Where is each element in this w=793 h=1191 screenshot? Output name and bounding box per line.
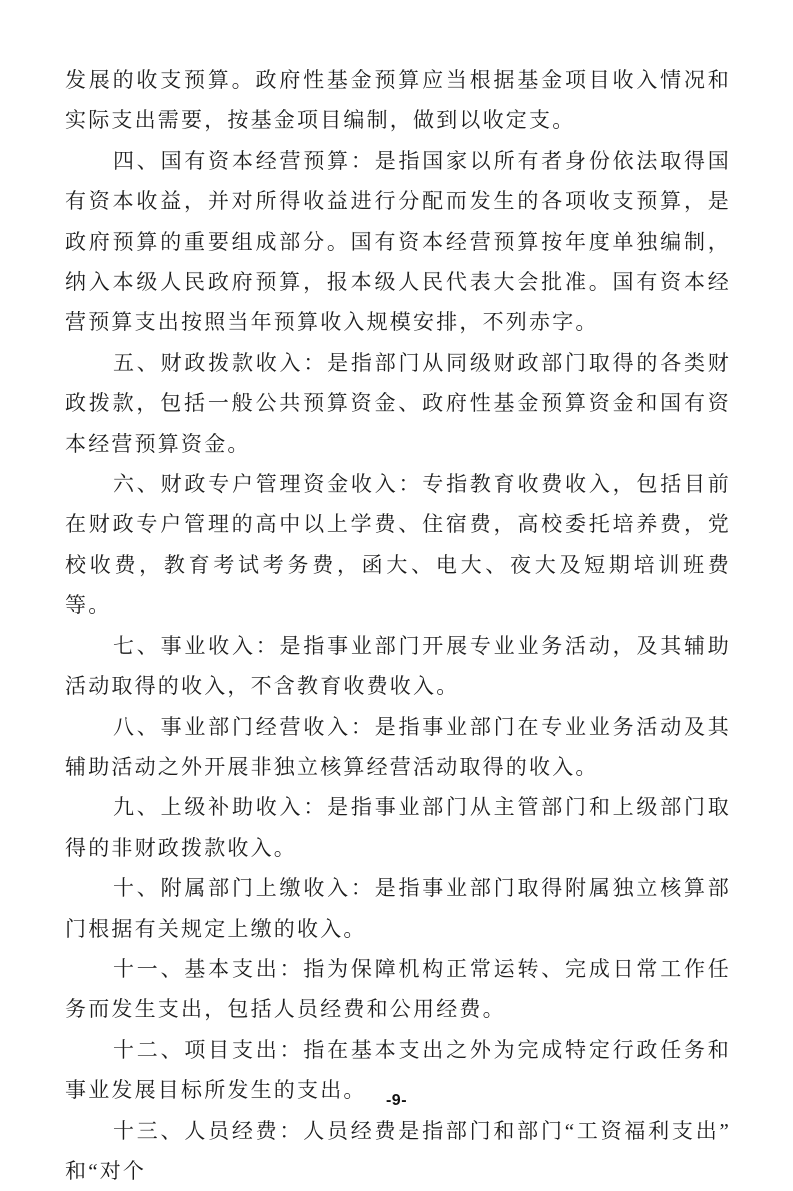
page-number: -9- [385,1092,408,1109]
paragraph-item-10: 十、附属部门上缴收入：是指事业部门取得附属独立核算部门根据有关规定上缴的收入。 [65,876,731,941]
paragraph-item-6: 六、财政专户管理资金收入：专指教育收费收入，包括目前在财政专户管理的高中以上学费、住宿费，高校委托培养费，党校收费，教育考试考务费，函大、电大、夜大及短期培训班费等。 [65,472,731,618]
paragraph-item-8: 八、事业部门经营收入：是指事业部门在专业业务活动及其辅助活动之外开展非独立核算经营活动取得的收入。 [65,714,731,779]
paragraph-item-11: 十一、基本支出：指为保障机构正常运转、完成日常工作任务而发生支出，包括人员经费和公用经费。 [65,956,731,1022]
paragraph-item-13: 十三、人员经费：人员经费是指部门和部门“工资福利支出”和“对个 [65,1118,731,1183]
paragraph-item-12: 十二、项目支出：指在基本支出之外为完成特定行政任务和事业发展目标所发生的支出。 [65,1037,731,1103]
page-footer [0,1092,793,1110]
paragraph-item-4: 四、国有资本经营预算：是指国家以所有者身份依法取得国有资本收益，并对所得收益进行分配而发生的各项收支预算，是政府预算的重要组成部分。国有资本经营预算按年度单独编制，纳入本级人民政府预算，报本级人民代表大会批准。国有资本经营预算支出按照当年预算收入规模安排，不列赤字。 [65,148,731,335]
paragraph-item-9: 九、上级补助收入：是指事业部门从主管部门和上级部门取得的非财政拨款收入。 [65,795,731,860]
paragraph-continuation: 发展的收支预算。政府性基金预算应当根据基金项目收入情况和实际支出需要，按基金项目编制，做到以收定支。 [65,68,731,133]
paragraph-item-7: 七、事业收入：是指事业部门开展专业业务活动，及其辅助活动取得的收入，不含教育收费收入。 [65,633,731,699]
paragraph-item-5: 五、财政拨款收入：是指部门从同级财政部门取得的各类财政拨款，包括一般公共预算资金、政府性基金预算资金和国有资本经营预算资金。 [65,350,731,456]
document-body [65,60,731,1191]
